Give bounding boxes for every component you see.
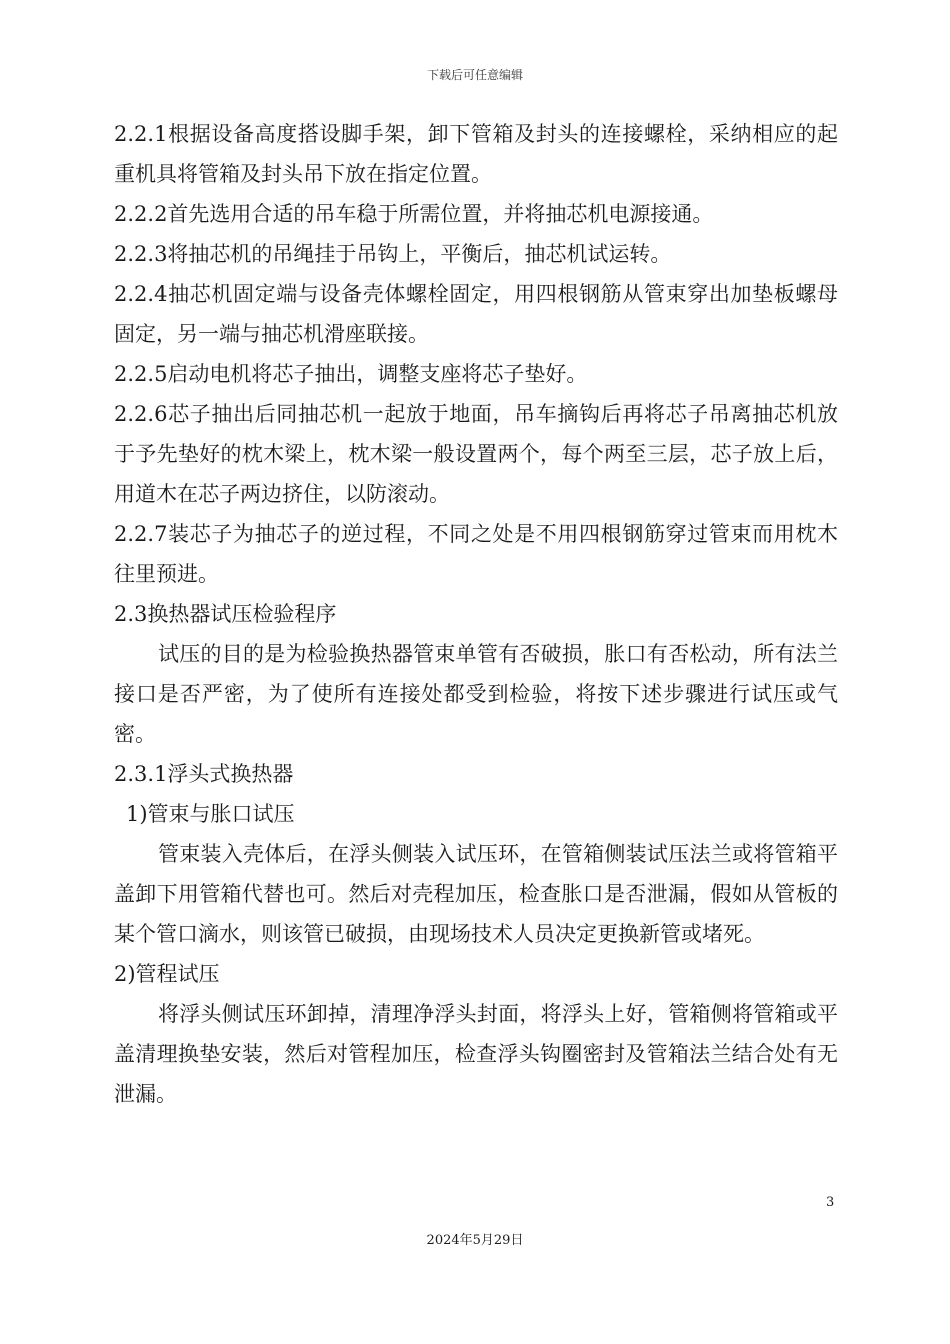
paragraph-2-2-7: 2.2.7装芯子为抽芯子的逆过程，不同之处是不用四根钢筋穿过管束而用枕木往里预进。 — [114, 522, 838, 586]
page-number: 3 — [826, 1195, 835, 1210]
paragraph-2-2-6: 2.2.6芯子抽出后同抽芯机一起放于地面，吊车摘钩后再将芯子吊离抽芯机放于予先垫好的枕木梁上，枕木梁一般设置两个，每个两至三层，芯子放上后，用道木在芯子两边挤住，以防滚动。 — [114, 402, 838, 506]
section-heading-2-3: 2.3换热器试压检验程序 — [114, 602, 337, 626]
section-heading-2-3-1: 2.3.1浮头式换热器 — [114, 762, 294, 786]
footer-date: 2024年5月29日 — [426, 1233, 524, 1248]
paragraph-tube-side-test: 将浮头侧试压环卸掉，清理净浮头封面，将浮头上好，管箱侧将管箱或平盖清理换垫安装，然后对管程加压，检查浮头钩圈密封及管箱法兰结合处有无泄漏。 — [114, 1002, 838, 1106]
page-header: 下载后可任意编辑 — [426, 68, 523, 82]
paragraph-2-2-1: 2.2.1根据设备高度搭设脚手架，卸下管箱及封头的连接螺栓，采纳相应的起重机具将管箱及封头吊下放在指定位置。 — [114, 122, 838, 186]
paragraph-2-2-4: 2.2.4抽芯机固定端与设备壳体螺栓固定，用四根钢筋从管束穿出加垫板螺母固定，另一端与抽芯机滑座联接。 — [114, 282, 838, 346]
paragraph-test-purpose: 试压的目的是为检验换热器管束单管有否破损，胀口有否松动，所有法兰接口是否严密，为了使所有连接处都受到检验，将按下述步骤进行试压或气密。 — [114, 642, 838, 746]
paragraph-tube-bundle-test: 管束装入壳体后，在浮头侧装入试压环，在管箱侧装试压法兰或将管箱平盖卸下用管箱代替也可。然后对壳程加压，检查胀口是否泄漏，假如从管板的某个管口滴水，则该管已破损，由现场技术人员决定更换新管或堵死。 — [114, 842, 838, 946]
paragraph-2-2-2: 2.2.2首先选用合适的吊车稳于所需位置，并将抽芯机电源接通。 — [114, 202, 714, 226]
paragraph-2-2-3: 2.2.3将抽芯机的吊绳挂于吊钩上，平衡后，抽芯机试运转。 — [114, 242, 672, 266]
paragraph-2-2-5: 2.2.5启动电机将芯子抽出，调整支座将芯子垫好。 — [114, 362, 588, 386]
subheading-tube-side-test: 2)管程试压 — [114, 962, 220, 986]
document-body — [114, 114, 838, 1114]
subheading-tube-bundle-test: 1)管束与胀口试压 — [126, 802, 295, 826]
